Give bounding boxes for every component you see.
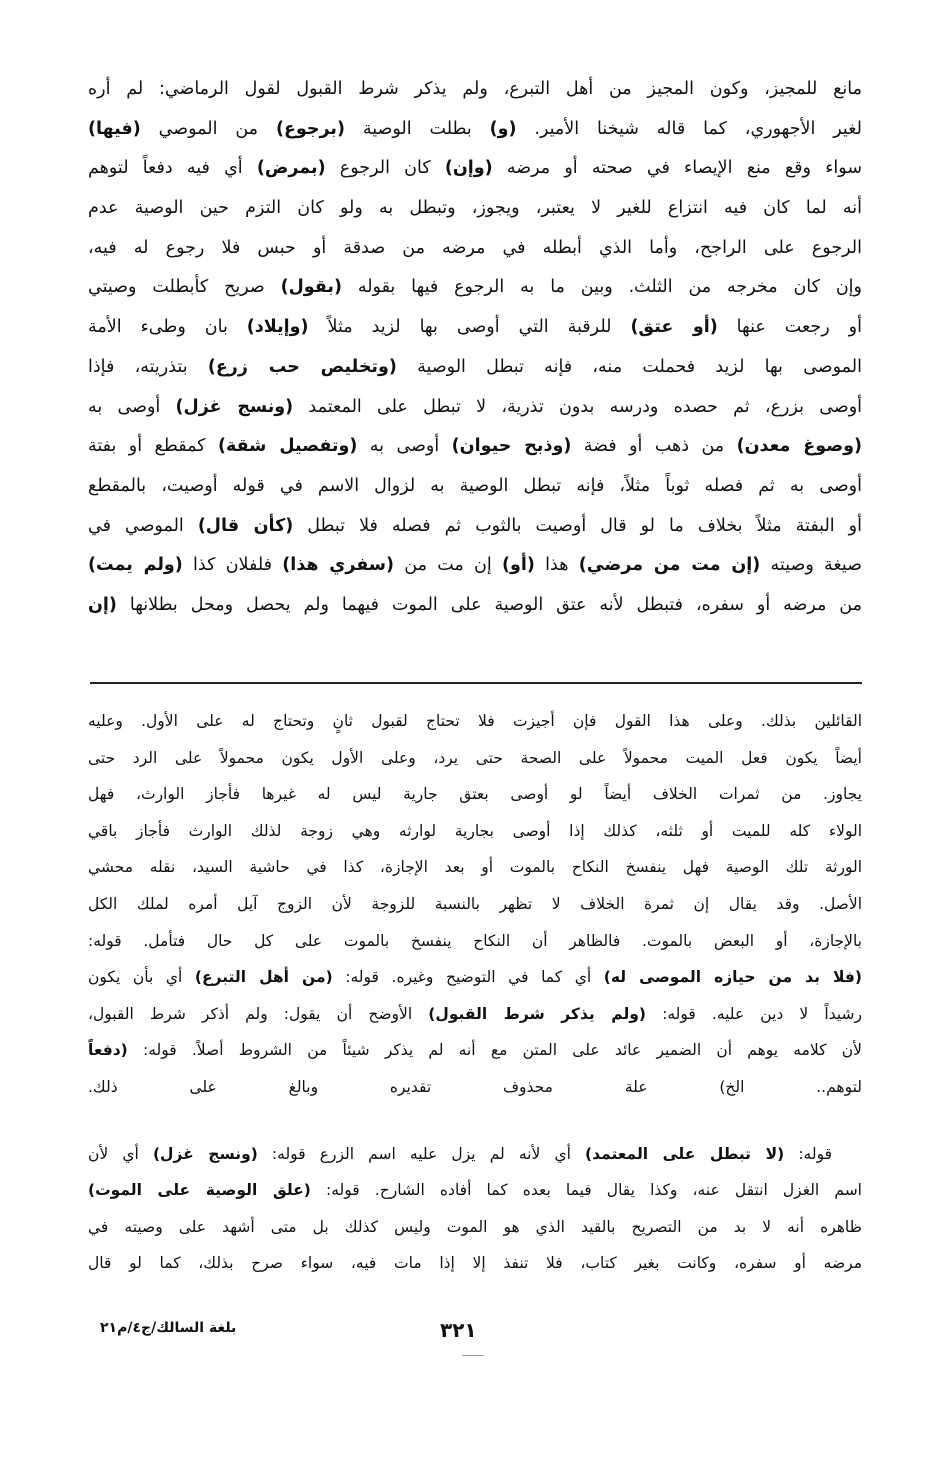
- quoted-term: (دفعاً: [88, 1041, 128, 1060]
- quoted-term: (إن مت من مرضي): [578, 555, 761, 576]
- quoted-term: (ونسج غزل): [152, 1145, 258, 1163]
- main-text-line: مانع للمجيز، وكون المجيز من أهل التبرع، ولم يذكر شرط القبول لقول الرماضي: لم أره: [88, 79, 862, 99]
- quoted-term: (أو): [502, 555, 535, 576]
- quoted-term: (ونسج غزل): [175, 396, 294, 417]
- footnote-line: قوله: (لا تبطل على المعتمد) أي لأنه لم يزل عليه اسم الزرع قوله: (ونسج غزل) أي لأن: [88, 1145, 833, 1163]
- main-text-line: أوصى بزرع، ثم حصده ودرسه بدون تذرية، لا تبطل على المعتمد (ونسج غزل) أوصى به: [88, 396, 862, 417]
- main-text-line: من مرضه أو سفره، فتبطل لأنه عتق الوصية على الموت فيهما ولم يحصل ومحل بطلانها (إن: [88, 594, 862, 615]
- quoted-term: (وتخليص حب زرع): [207, 356, 397, 377]
- quoted-term: (لا تبطل على المعتمد): [585, 1145, 785, 1163]
- quoted-term: (من أهل التبرع): [194, 968, 333, 987]
- main-text-line: أو البفتة مثلاً بخلاف ما لو قال أوصيت بالثوب ثم فصله فلا تبطل (كأن قال) الموصي في: [88, 515, 862, 536]
- footnote-line: القائلين بذلك. وعلى هذا القول فإن أجيزت فلا تحتاج لقبول ثانٍ وتحتاج له على الأول. وعليه: [88, 712, 862, 730]
- footnote-line: ظاهره أنه لا بد من التصريح بالقيد الذي هو الموت وليس كذلك بل متى أشهد على وصيته في: [88, 1217, 862, 1236]
- main-text-line: صيغة وصيته (إن مت من مرضي) هذا (أو) إن مت من (سفري هذا) فلفلان كذا (ولم يمت): [88, 555, 862, 576]
- footnote-line: بالإجازة، أو البعض بالموت. فالظاهر أن النكاح ينفسخ بالموت على كل حال فتأمل. قوله:: [88, 931, 862, 950]
- footnote-line: يجاوز. من ثمرات الخلاف أيضاً لو أوصى بعتق جارية ليس له غيرها فأجاز الوارث، فهل: [88, 785, 862, 804]
- main-text-line: أوصى به ثم فصله ثوباً مثلاً، فإنه تبطل الوصية به لزوال الاسم في قوله أوصيت، بالمقطع: [88, 475, 862, 496]
- footnote-line: اسم الغزل انتقل عنه، وكذا يقال فيما بعده كما أفاده الشارح. قوله: (علق الوصية على الموت): [88, 1181, 862, 1200]
- main-text-line: (وصوغ معدن) من ذهب أو فضة (وذبح حيوان) أوصى به (وتفصيل شقة) كمقطع أو بفتة: [88, 436, 862, 457]
- quoted-term: (بمرض): [256, 158, 326, 179]
- main-text-line: الموصى بها لزيد فحملت منه، فإنه تبطل الوصية (وتخليص حب زرع) بتذريته، فإذا: [88, 356, 862, 377]
- main-text-line: سواء وقع منع الإيصاء في صحته أو مرضه (وإن) كان الرجوع (بمرض) أي فيه دفعاً لتوهم: [88, 158, 862, 179]
- quoted-term: (أو عتق): [630, 317, 718, 338]
- quoted-term: (ولم يمت): [88, 555, 183, 576]
- main-text-line: أنه لما كان فيه انتزاع للغير لا يعتبر، ويجوز، وتبطل به ولو كان التزم حين الوصية عدم: [88, 198, 862, 219]
- quoted-term: (وتفصيل شقة): [217, 436, 358, 457]
- footnote-line: (فلا بد من حيازه الموصى له) أي كما في التوضيح وغيره. قوله: (من أهل التبرع) أي بأن يكون: [88, 968, 862, 987]
- footnote-line: الورثة تلك الوصية فهل ينفسخ النكاح بالموت أو بعد الإجازة، كذا في حاشية السيد، نقله محشي: [88, 858, 862, 877]
- quoted-term: (بقول): [280, 277, 342, 298]
- quoted-term: (سفري هذا): [282, 555, 395, 576]
- page-number: ٣٢١: [440, 1318, 477, 1342]
- running-title: بلغة السالك/ج٤/م٢١: [100, 1320, 237, 1336]
- quoted-term: (ولم يذكر شرط القبول): [428, 1004, 646, 1023]
- footnote-divider: [90, 682, 862, 684]
- quoted-term: (فيها): [88, 118, 141, 139]
- footnote-line: لتوهم.. الخ) علة محذوف تقديره وبالغ على ذلك.: [88, 1077, 862, 1096]
- quoted-term: (إن: [88, 594, 117, 615]
- quoted-term: (برجوع): [275, 118, 345, 139]
- quoted-term: (كأن قال): [197, 515, 294, 536]
- footnote-line: لأن كلامه يوهم أن الضمير عائد على المتن مع أنه لم يذكر شيئاً من الشروط أصلاً. قوله: (دفعاً: [88, 1041, 862, 1060]
- main-text-line: وإن كان مخرجه من الثلث. وبين ما به الرجوع فيها بقوله (بقول) صريح كأبطلت وصيتي: [88, 277, 862, 298]
- quoted-term: (علق الوصية على الموت): [88, 1181, 311, 1200]
- main-text: [88, 70, 862, 626]
- quoted-term: (فلا بد من حيازه الموصى له): [603, 968, 862, 987]
- quoted-term: (وإن): [444, 158, 493, 179]
- quoted-term: (وإيلاد): [246, 317, 309, 338]
- footnote-line: أيضاً يكون فعل الميت محمولاً على الصحة حتى يرد، وعلى الأول يكون محمولاً على الرد حتى: [88, 748, 862, 767]
- footnotes: [88, 703, 862, 1106]
- quoted-term: (وذبح حيوان): [451, 436, 572, 457]
- crop-mark: [462, 1355, 484, 1356]
- footnote-line: رشيداً لا دين عليه. قوله: (ولم يذكر شرط القبول) الأوضح أن يقول: ولم أذكر شرط القبول،: [88, 1004, 862, 1023]
- footnote-line: الولاء كله للميت أو ثلثه، كذلك إذا أوصى بجارية لوارثه وهي زوجة لذلك الوارث فأجاز باقي: [88, 821, 862, 840]
- quoted-term: (وصوغ معدن): [736, 436, 862, 457]
- footnote-line: مرضه أو سفره، وكانت بغير كتاب، فلا تنفذ إلا إذا مات فيه، سواء صرح بذلك، كما لو قال: [88, 1254, 862, 1273]
- main-text-line: لغير الأجهوري، كما قاله شيخنا الأمير. (و) بطلت الوصية (برجوع) من الموصي (فيها): [88, 118, 862, 139]
- footnote-line: الأصل. وقد يقال إن ثمرة الخلاف لا تظهر بالنسبة للزوجة لأن الزوج آيل أمره لملك الكل: [88, 894, 862, 913]
- main-text-line: الرجوع على الراجح، وأما الذي أبطله في مرضه من صدقة أو حبس فلا رجوع له فيه،: [88, 237, 862, 258]
- quoted-term: (و): [489, 118, 517, 139]
- footnotes-paragraph-2: [88, 1136, 862, 1282]
- main-text-line: أو رجعت عنها (أو عتق) للرقبة التي أوصى بها لزيد مثلاً (وإيلاد) بان وطىء الأمة: [88, 317, 862, 338]
